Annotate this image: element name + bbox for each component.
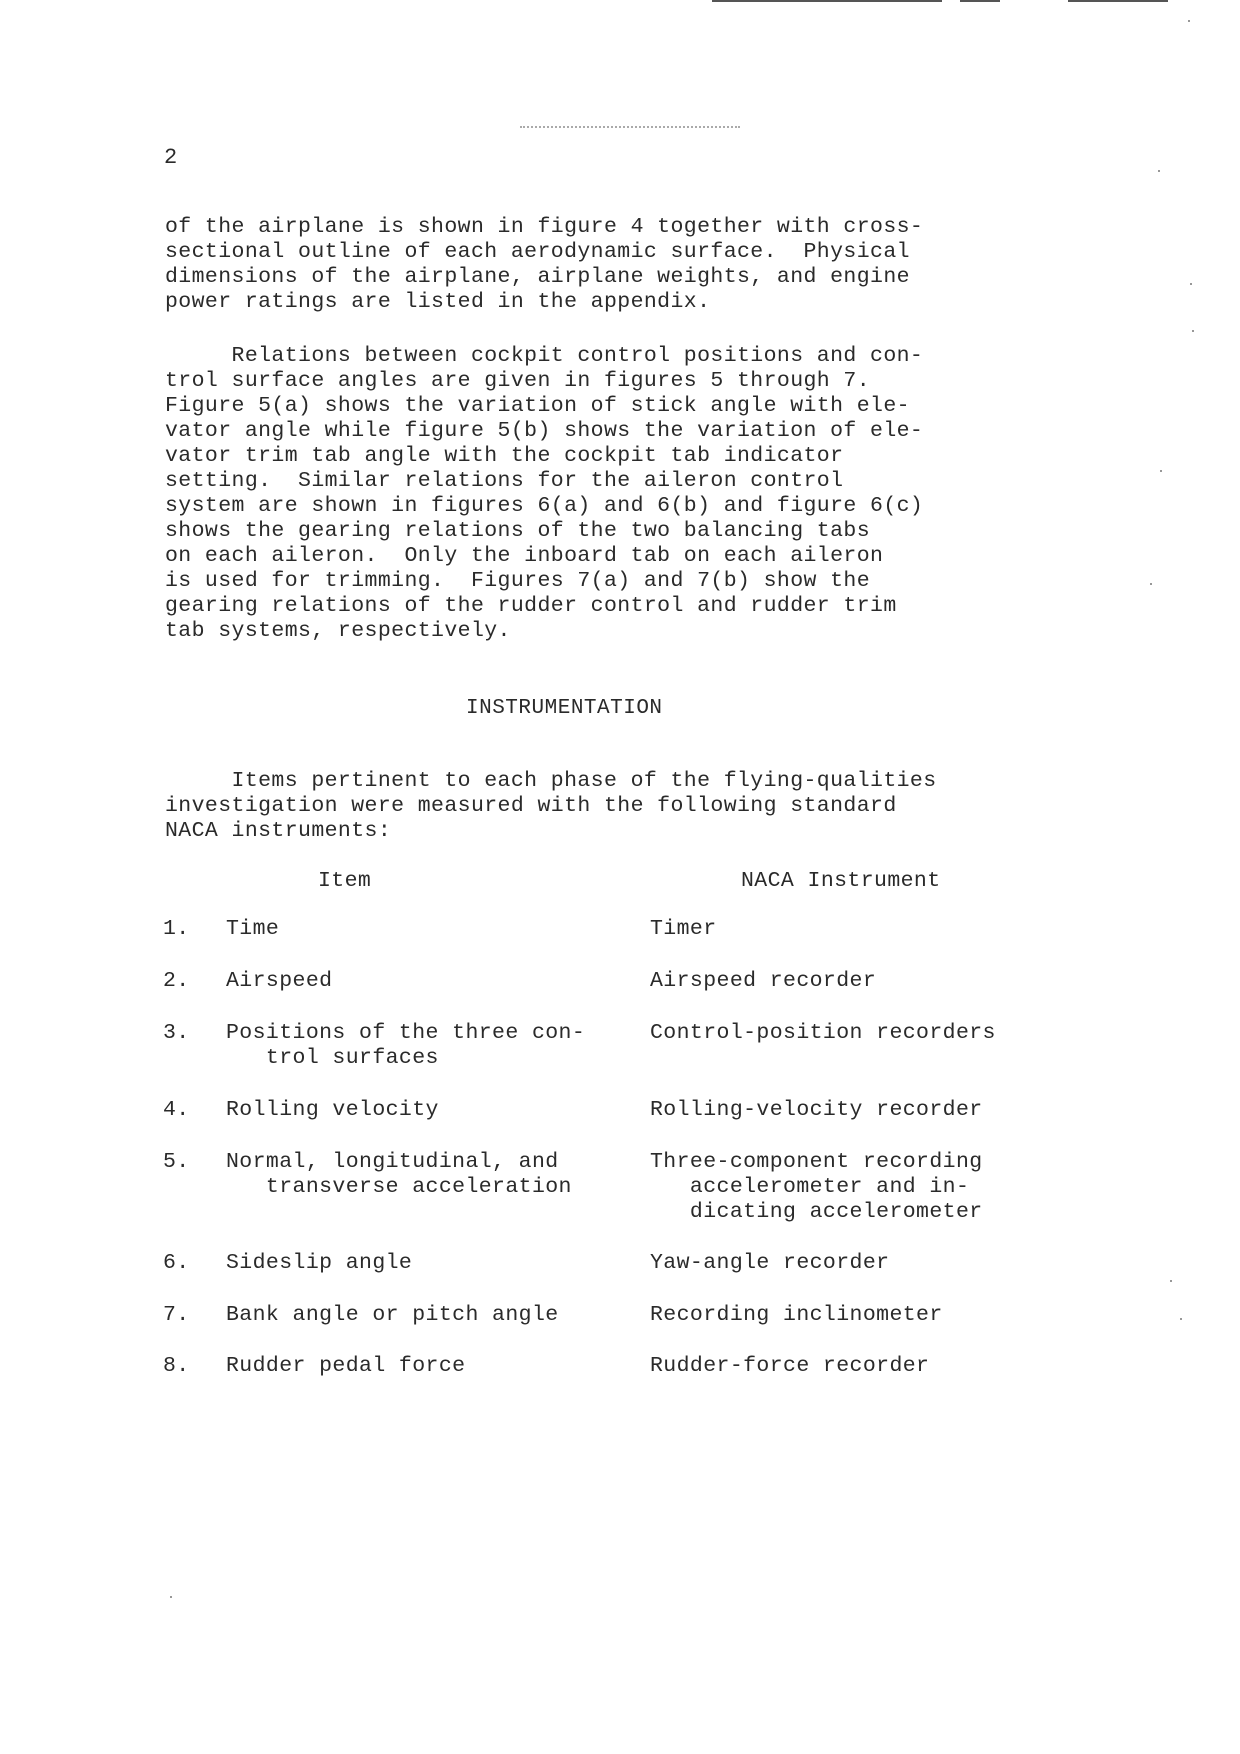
row-number: 1. — [163, 917, 190, 941]
row-instrument: Three-component recording accelerometer and in- dicating accelerometer — [650, 1150, 983, 1224]
row-item: Positions of the three con- trol surfaces — [226, 1021, 586, 1070]
scan-artifact-speck — [1150, 583, 1152, 585]
row-item: Sideslip angle — [226, 1251, 413, 1275]
scan-artifact-speck — [1192, 330, 1194, 332]
row-instrument: Rudder-force recorder — [650, 1354, 930, 1378]
row-number: 2. — [163, 969, 190, 993]
row-instrument: Yaw-angle recorder — [650, 1251, 890, 1275]
row-instrument: Rolling-velocity recorder — [650, 1098, 983, 1122]
scan-artifact-line — [1068, 0, 1168, 2]
table-header-item: Item — [318, 869, 372, 893]
section-heading: INSTRUMENTATION — [466, 697, 663, 720]
row-instrument: Airspeed recorder — [650, 969, 877, 993]
row-number: 7. — [163, 1303, 190, 1327]
scan-artifact-speck — [1158, 170, 1160, 172]
row-instrument: Timer — [650, 917, 717, 941]
row-number: 4. — [163, 1098, 190, 1122]
row-number: 6. — [163, 1251, 190, 1275]
scan-artifact-line — [712, 0, 942, 2]
row-item: Rudder pedal force — [226, 1354, 466, 1378]
scan-artifact-speck — [1190, 283, 1192, 285]
scan-artifact-speck — [1180, 1318, 1182, 1320]
scan-artifact-speck — [170, 1596, 172, 1598]
scan-artifact-speck — [1160, 470, 1162, 472]
row-item: Bank angle or pitch angle — [226, 1303, 559, 1327]
body-paragraph: Relations between cockpit control positions and con- trol surface angles are given in figures 5 through 7. Figure 5(a) shows the variation of stick angle with ele- vator angle while figure 5(b) shows the variation of ele- vator trim tab angle with the cockpit tab indicator setting. Similar relations for the aileron control system are shown in figures 6(a) and 6(b) and figure 6(c) shows the gearing relations of the two balancing tabs on each aileron. Only the inboard tab on each aileron is used for trimming. Figures 7(a) and 7(b) show the gearing relations of the rudder control and rudder trim tab systems, respectively. — [165, 344, 924, 643]
scan-artifact-speck — [1170, 1280, 1172, 1282]
page-number: 2 — [164, 145, 178, 170]
row-item: Normal, longitudinal, and transverse acceleration — [226, 1150, 572, 1199]
row-number: 3. — [163, 1021, 190, 1045]
scan-artifact-speck — [1188, 20, 1190, 22]
body-paragraph: Items pertinent to each phase of the flying-qualities investigation were measured with the following standard NACA instruments: — [165, 769, 937, 843]
row-instrument: Control-position recorders — [650, 1021, 996, 1045]
row-item: Rolling velocity — [226, 1098, 439, 1122]
scan-artifact-dots — [520, 126, 740, 134]
row-number: 8. — [163, 1354, 190, 1378]
row-item: Airspeed — [226, 969, 333, 993]
table-header-instrument: NACA Instrument — [741, 869, 941, 893]
row-instrument: Recording inclinometer — [650, 1303, 943, 1327]
body-paragraph: of the airplane is shown in figure 4 together with cross- sectional outline of each aerodynamic surface. Physical dimensions of the airplane, airplane weights, and engine power ratings are listed in the appendix. — [165, 215, 924, 314]
scan-artifact-line — [960, 0, 1000, 2]
row-item: Time — [226, 917, 280, 941]
row-number: 5. — [163, 1150, 190, 1174]
